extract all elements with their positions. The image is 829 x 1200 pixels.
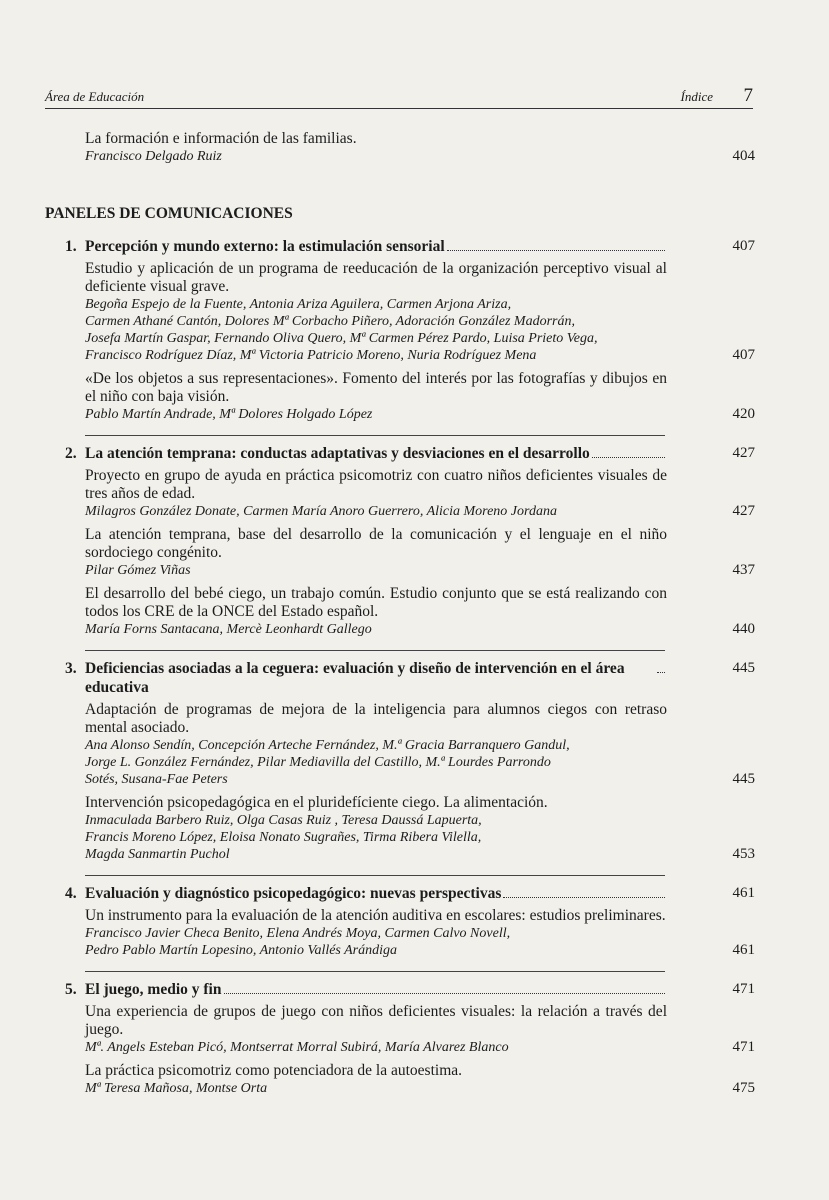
author-line: Pedro Pablo Martín Lopesino, Antonio Vallés Arándiga (85, 943, 398, 958)
author-line: Magda Sanmartin Puchol (85, 847, 230, 862)
group-title: Percepción y mundo externo: la estimulación sensorial (85, 238, 445, 255)
entry-page: 420 (732, 406, 755, 422)
toc-entry (85, 526, 755, 579)
entry-title: Una experiencia de grupos de juego con niños deficientes visuales: la relación a través del juego. (85, 1003, 667, 1038)
group-title: Evaluación y diagnóstico psicopedagógico: nuevas perspectivas (85, 885, 502, 902)
entry-title: La práctica psicomotriz como potenciadora de la autoestima. (85, 1062, 463, 1079)
group-page: 427 (732, 445, 755, 461)
group-title: El juego, medio y fin (85, 981, 222, 998)
author-line: Ana Alonso Sendín, Concepción Arteche Fernández, M.ª Gracia Barranquero Gandul, (85, 738, 570, 753)
group-page: 471 (732, 981, 755, 997)
entry-authors (85, 925, 667, 959)
toc-entry (85, 1003, 755, 1056)
author-last-line (85, 846, 667, 863)
entry-page: 440 (732, 621, 755, 637)
author-last-line (85, 1039, 667, 1056)
toc-group (45, 980, 755, 1097)
dot-leader (503, 897, 665, 898)
author-last-line (85, 562, 667, 579)
entry-page: 404 (732, 148, 755, 164)
toc-entry (85, 701, 755, 788)
author-line: Jorge L. González Fernández, Pilar Mediavilla del Castillo, M.ª Lourdes Parrondo (85, 755, 551, 770)
entry-page: 437 (732, 562, 755, 578)
author-line: Inmaculada Barbero Ruiz, Olga Casas Ruiz , Teresa Daussá Lapuerta, (85, 813, 482, 828)
entry-authors (85, 406, 667, 423)
toc-entry (85, 1062, 755, 1097)
author-last-line (85, 942, 667, 959)
author-line: Begoña Espejo de la Fuente, Antonia Ariza Aguilera, Carmen Arjona Ariza, (85, 297, 512, 312)
entry-authors (85, 1039, 667, 1056)
page-number: 7 (743, 85, 753, 106)
toc-group (45, 237, 755, 436)
group-page: 445 (732, 660, 755, 676)
entry-authors (85, 1080, 667, 1097)
entry-title: «De los objetos a sus representaciones». Fomento del interés por las fotografías y dibujos en el niño con baja visión. (85, 370, 667, 405)
group-heading (45, 444, 755, 463)
entry-page: 427 (732, 503, 755, 519)
dot-leader (657, 672, 665, 673)
group-divider (85, 650, 665, 651)
author-last-line (85, 347, 667, 364)
toc-group (45, 444, 755, 651)
page-header (45, 86, 753, 109)
toc-entry (85, 907, 755, 959)
author-line: Francisco Javier Checa Benito, Elena Andrés Moya, Carmen Calvo Novell, (85, 926, 511, 941)
group-heading (45, 884, 755, 903)
group-divider (85, 435, 665, 436)
author-line: Francisco Delgado Ruiz (85, 149, 222, 164)
entry-page: 445 (732, 771, 755, 787)
group-page: 407 (732, 238, 755, 254)
author-line: Pablo Martín Andrade, Mª Dolores Holgado López (85, 407, 373, 422)
section-title: PANELES DE COMUNICACIONES (45, 205, 293, 222)
author-line: Francis Moreno López, Eloisa Nonato Sugrañes, Tirma Ribera Vilella, (85, 830, 482, 845)
group-heading (45, 659, 755, 697)
author-line: Mª Teresa Mañosa, Montse Orta (85, 1081, 268, 1096)
entry-authors (85, 812, 667, 863)
author-line: María Forns Santacana, Mercè Leonhardt Gallego (85, 622, 372, 637)
author-line: Mª. Angels Esteban Picó, Montserrat Morral Subirá, María Alvarez Blanco (85, 1040, 509, 1055)
entry-authors (85, 296, 667, 364)
group-number: 5. (65, 981, 77, 998)
author-last-line (85, 406, 667, 423)
entry-page: 453 (732, 846, 755, 862)
entry-title: Estudio y aplicación de un programa de reeducación de la organización perceptivo visual al deficiente visual grave. (85, 260, 667, 295)
group-title: Deficiencias asociadas a la ceguera: evaluación y diseño de intervención en el área educativa (85, 660, 625, 696)
author-line: Pilar Gómez Viñas (85, 563, 191, 578)
dot-leader (447, 250, 665, 251)
toc-group (45, 659, 755, 876)
table-of-contents (45, 130, 755, 1103)
author-line: Sotés, Susana-Fae Peters (85, 772, 228, 787)
author-last-line (85, 503, 667, 520)
running-head-right: Índice (680, 89, 713, 104)
group-divider (85, 971, 665, 972)
group-number: 3. (65, 660, 77, 677)
entry-authors (85, 503, 667, 520)
entry-page: 461 (732, 942, 755, 958)
entry-authors (85, 148, 667, 165)
toc-group (45, 884, 755, 972)
group-title-line (85, 884, 667, 903)
entry-title: Un instrumento para la evaluación de la atención auditiva en escolares: estudios preliminares. (85, 907, 666, 924)
group-title-line (85, 444, 667, 463)
group-heading (45, 237, 755, 256)
toc-entry (85, 794, 755, 863)
running-head-left: Área de Educación (45, 89, 145, 104)
group-title: La atención temprana: conductas adaptativas y desviaciones en el desarrollo (85, 445, 590, 462)
entry-title: El desarrollo del bebé ciego, un trabajo común. Estudio conjunto que se está realizando con todos los CRE de la ONCE del Estado español. (85, 585, 667, 620)
entry-authors (85, 621, 667, 638)
group-title-line (85, 237, 667, 256)
group-heading (45, 980, 755, 999)
author-line: Milagros González Donate, Carmen María Anoro Guerrero, Alicia Moreno Jordana (85, 504, 557, 519)
toc-entry (85, 467, 755, 520)
toc-entry (85, 585, 755, 638)
author-line: Carmen Athané Cantón, Dolores Mª Corbacho Piñero, Adoración González Madorrán, (85, 314, 575, 329)
entry-title: Adaptación de programas de mejora de la inteligencia para alumnos ciegos con retraso mental asociado. (85, 701, 667, 736)
dot-leader (592, 457, 665, 458)
author-last-line (85, 1080, 667, 1097)
group-title-line (85, 659, 667, 697)
entry-title: Proyecto en grupo de ayuda en práctica psicomotriz con cuatro niños deficientes visuales de tres años de edad. (85, 467, 667, 502)
toc-entry (85, 370, 755, 423)
author-line: Josefa Martín Gaspar, Fernando Oliva Quero, Mª Carmen Pérez Pardo, Luisa Prieto Vega, (85, 331, 598, 346)
dot-leader (224, 993, 666, 994)
entry-page: 471 (732, 1039, 755, 1055)
entry-title: La formación e información de las familias. (85, 130, 357, 147)
toc-entry (85, 130, 755, 165)
entry-page: 475 (732, 1080, 755, 1096)
group-number: 4. (65, 885, 77, 902)
entry-authors (85, 562, 667, 579)
entry-title: La atención temprana, base del desarrollo de la comunicación y el lenguaje en el niño sordociego congénito. (85, 526, 667, 561)
group-page: 461 (732, 885, 755, 901)
group-divider (85, 875, 665, 876)
group-number: 1. (65, 238, 77, 255)
group-number: 2. (65, 445, 77, 462)
entry-page: 407 (732, 347, 755, 363)
toc-entry (85, 260, 755, 364)
author-line: Francisco Rodríguez Díaz, Mª Victoria Patricio Moreno, Nuria Rodríguez Mena (85, 348, 537, 363)
group-list (45, 237, 755, 1097)
entry-title: Intervención psicopedagógica en el pluridefíciente ciego. La alimentación. (85, 794, 548, 811)
author-last-line (85, 771, 667, 788)
author-last-line (85, 621, 667, 638)
entry-authors (85, 737, 667, 788)
group-title-line (85, 980, 667, 999)
